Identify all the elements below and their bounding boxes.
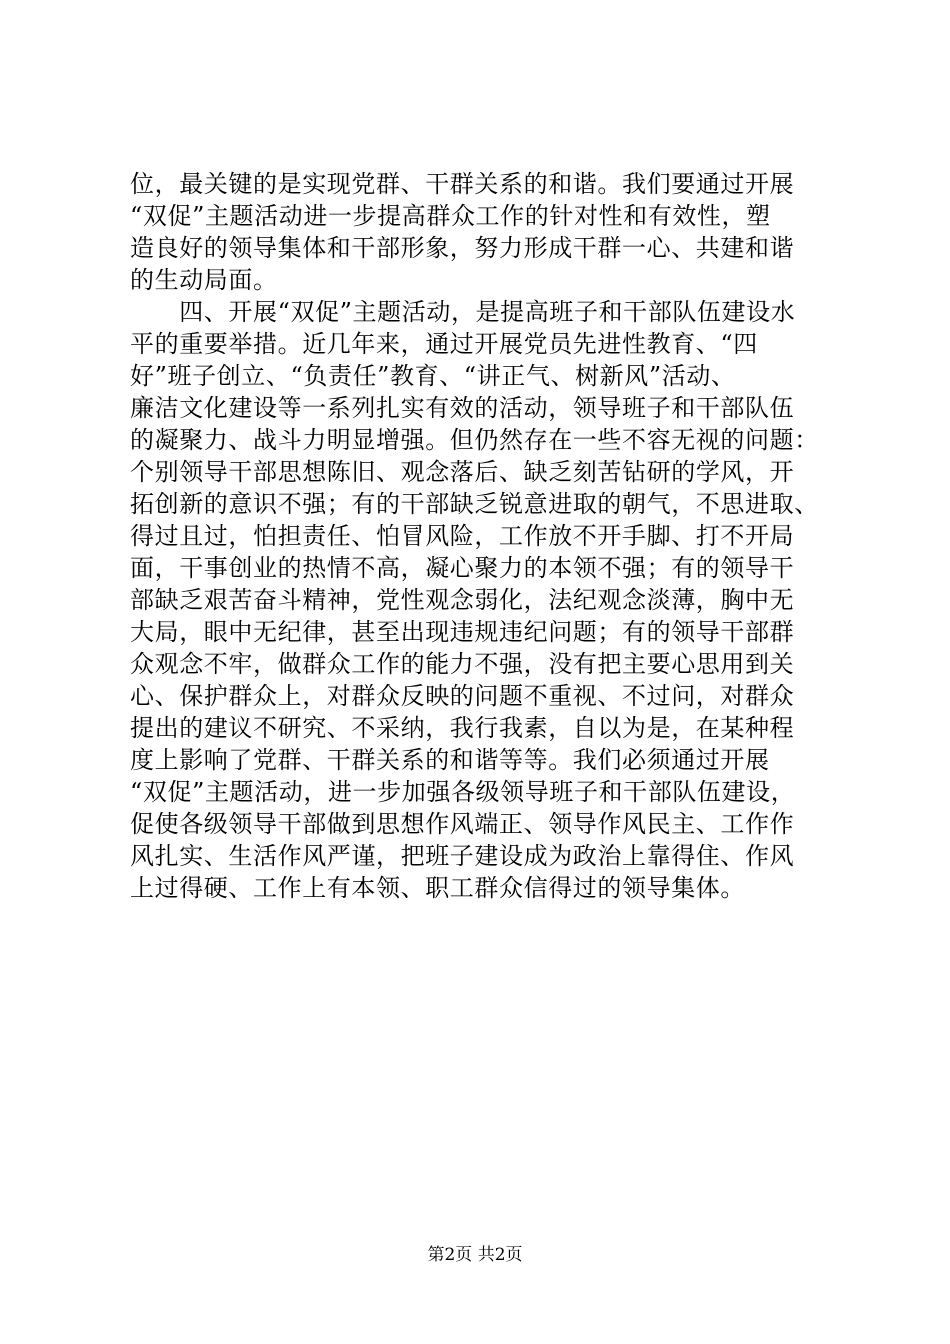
text-line: 的生动局面。 xyxy=(130,266,278,294)
text-line: “双促”主题活动，进一步加强各级领导班子和干部队伍建设， xyxy=(130,778,796,806)
text-line: 心、保护群众上，对群众反映的问题不重视、不过问，对群众 xyxy=(130,682,795,710)
text-line: 廉洁文化建设等一系列扎实有效的活动，领导班子和干部队伍 xyxy=(130,394,795,422)
text-line: 促使各级领导干部做到思想作风端正、领导作风民主、工作作 xyxy=(130,810,795,838)
text-line: 位，最关键的是实现党群、干群关系的和谐。我们要通过开展 xyxy=(130,170,795,198)
text-line: 得过且过，怕担责任、怕冒风险，工作放不开手脚、打不开局 xyxy=(130,522,795,550)
text-line: 度上影响了党群、干群关系的和谐等等。我们必须通过开展 xyxy=(130,746,770,774)
text-line: 风扎实、生活作风严谨，把班子建设成为政治上靠得住、作风 xyxy=(130,842,795,870)
text-line: 面，干事创业的热情不高，凝心聚力的本领不强；有的领导干 xyxy=(130,554,795,582)
text-line: 好”班子创立、“负责任”教育、“讲正气、树新风”活动、 xyxy=(130,362,736,390)
text-line: “双促”主题活动进一步提高群众工作的针对性和有效性，塑 xyxy=(130,202,771,230)
text-line: 众观念不牢，做群众工作的能力不强，没有把主要心思用到关 xyxy=(130,650,795,678)
body-text xyxy=(130,168,830,904)
text-line: 大局，眼中无纪律，甚至出现违规违纪问题；有的领导干部群 xyxy=(130,618,795,646)
page-number-footer: 第2页 共2页 xyxy=(427,1245,523,1265)
text-line: 个别领导干部思想陈旧、观念落后、缺乏刻苦钻研的学风，开 xyxy=(130,458,795,486)
text-line: 拓创新的意识不强；有的干部缺乏锐意进取的朝气，不思进取、 xyxy=(130,490,819,518)
text-line: 造良好的领导集体和干部形象，努力形成干群一心、共建和谐 xyxy=(130,234,795,262)
text-line: 上过得硬、工作上有本领、职工群众信得过的领导集体。 xyxy=(130,874,745,902)
text-line: 的凝聚力、战斗力明显增强。但仍然存在一些不容无视的问题： xyxy=(130,426,819,454)
text-line: 部缺乏艰苦奋斗精神，党性观念弱化，法纪观念淡薄，胸中无 xyxy=(130,586,795,614)
text-line: 四、开展“双促”主题活动，是提高班子和干部队伍建设水 xyxy=(130,298,796,326)
text-line: 平的重要举措。近几年来，通过开展党员先进性教育、“四 xyxy=(130,330,758,358)
text-line: 提出的建议不研究、不采纳，我行我素，自以为是，在某种程 xyxy=(130,714,795,742)
